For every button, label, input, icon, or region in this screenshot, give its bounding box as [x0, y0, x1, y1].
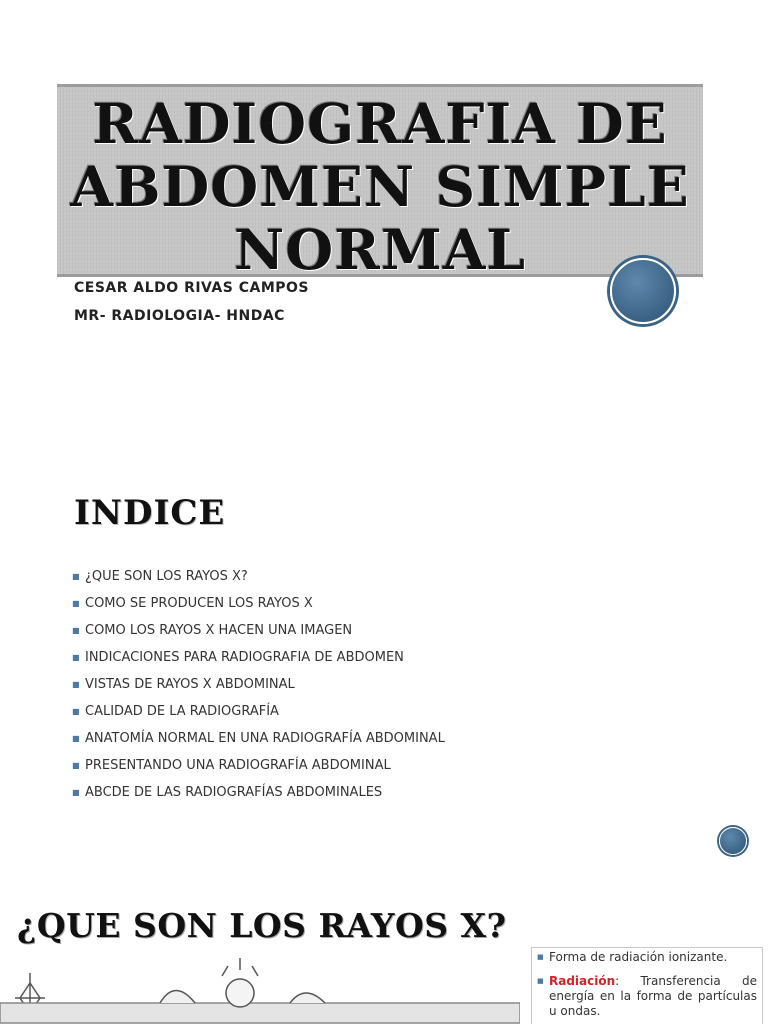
info-item	[537, 974, 757, 1019]
title-line-2: ABDOMEN SIMPLE	[70, 154, 690, 219]
bullet-icon: ■	[537, 953, 544, 961]
slide-xrays	[0, 878, 768, 1024]
definition-text: : Transferencia de energía en la forma de partículas u ondas.	[549, 974, 757, 1018]
bullet-icon: ■	[72, 653, 80, 662]
list-item: ■ VISTAS DE RAYOS X ABDOMINAL	[72, 675, 445, 702]
info-box	[531, 947, 763, 1024]
slide-index	[0, 455, 768, 865]
title-line-1: RADIOGRAFIA DE	[92, 91, 668, 156]
list-item: ■ ¿QUE SON LOS RAYOS X?	[72, 567, 445, 594]
list-item: ■ COMO SE PRODUCEN LOS RAYOS X	[72, 594, 445, 621]
index-list	[72, 567, 445, 810]
bullet-icon: ■	[72, 761, 80, 770]
bullet-icon: ■	[72, 707, 80, 716]
bullet-icon: ■	[72, 599, 80, 608]
highlight-term: Radiación	[549, 974, 616, 988]
bullet-icon: ■	[72, 734, 80, 743]
bullet-icon: ■	[72, 788, 80, 797]
xray-illustration-icon	[0, 958, 520, 1024]
list-item: ■ INDICACIONES PARA RADIOGRAFIA DE ABDOMEN	[72, 648, 445, 675]
decorative-circle-icon	[610, 258, 676, 324]
slide-title	[0, 0, 768, 450]
author-role: MR- RADIOLOGIA- HNDAC	[74, 308, 285, 324]
presentation-title	[57, 92, 703, 281]
info-item: ■ Forma de radiación ionizante.	[537, 950, 728, 964]
title-line-3: NORMAL	[233, 217, 527, 282]
bullet-icon: ■	[72, 680, 80, 689]
list-item: ■ CALIDAD DE LA RADIOGRAFÍA	[72, 702, 445, 729]
bullet-icon: ■	[72, 626, 80, 635]
index-heading: INDICE	[74, 493, 226, 533]
list-item: ■ ABCDE DE LAS RADIOGRAFÍAS ABDOMINALES	[72, 783, 445, 810]
author-name: CESAR ALDO RIVAS CAMPOS	[74, 280, 310, 296]
decorative-circle-icon	[719, 827, 747, 855]
section-heading: ¿QUE SON LOS RAYOS X?	[17, 906, 507, 945]
list-item: ■ PRESENTANDO UNA RADIOGRAFÍA ABDOMINAL	[72, 756, 445, 783]
bullet-icon: ■	[537, 977, 544, 985]
list-item: ■ ANATOMÍA NORMAL EN UNA RADIOGRAFÍA ABDOMINAL	[72, 729, 445, 756]
bullet-icon: ■	[72, 572, 80, 581]
list-item: ■ COMO LOS RAYOS X HACEN UNA IMAGEN	[72, 621, 445, 648]
